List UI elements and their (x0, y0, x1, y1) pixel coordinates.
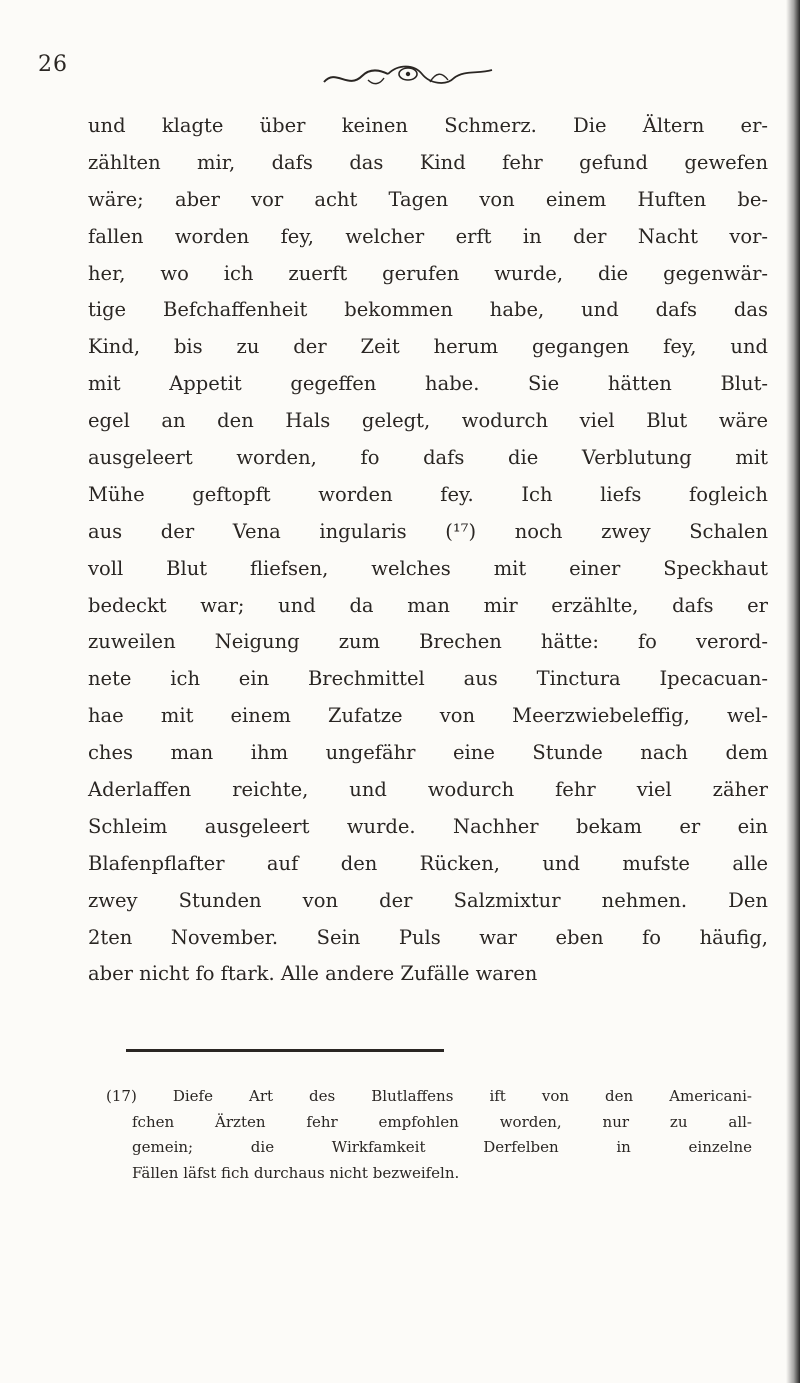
text-line: voll Blut fliefsen, welches mit einer Speckhaut (88, 556, 768, 580)
text-line: tige Befchaffenheit bekommen habe, und dafs das (88, 298, 768, 322)
footnote (106, 1084, 752, 1186)
text-line: nete ich ein Brechmittel aus Tinctura Ipecacuan- (88, 667, 768, 691)
text-line: 2ten November. Sein Puls war eben fo häufig, (88, 925, 768, 949)
footnote-line: fchen Ärzten fehr empfohlen worden, nur zu all- (132, 1112, 752, 1131)
page-edge-shadow (786, 0, 800, 1383)
text-line: Blafenpflafter auf den Rücken, und mufste alle (88, 851, 768, 875)
text-line: und klagte über keinen Schmerz. Die Ältern er- (88, 114, 768, 137)
text-line: zwey Stunden von der Salzmixtur nehmen. Den (88, 888, 768, 912)
page-number: 26 (38, 52, 68, 77)
main-text-block (88, 108, 768, 993)
footnote-separator (126, 1049, 444, 1052)
footnote-line: (17) Diefe Art des Blutlaffens ift von den Americani- (106, 1087, 752, 1105)
text-line: egel an den Hals gelegt, wodurch viel Blut wäre (88, 409, 768, 433)
text-line: aber nicht fo ftark. Alle andere Zufälle waren (88, 962, 538, 986)
text-line: her, wo ich zuerft gerufen wurde, die gegenwär- (88, 261, 768, 285)
footnote-line: Fällen läfst fich durchaus nicht bezweifeln. (132, 1163, 460, 1182)
text-line: aus der Vena ingularis (¹⁷) noch zwey Schalen (88, 519, 768, 543)
text-line: mit Appetit gegeffen habe. Sie hätten Blut- (88, 372, 768, 396)
text-line: ausgeleert worden, fo dafs die Verblutung mit (88, 446, 768, 470)
text-line: zuweilen Neigung zum Brechen hätte: fo verord- (88, 630, 768, 654)
text-line: hae mit einem Zufatze von Meerzwiebeleffig, wel- (88, 704, 768, 728)
text-line: Mühe geftopft worden fey. Ich liefs fogleich (88, 482, 768, 506)
decorative-vignette-icon (318, 60, 498, 92)
text-line: Kind, bis zu der Zeit herum gegangen fey, und (88, 335, 768, 359)
footnote-line: gemein; die Wirkfamkeit Derfelben in einzelne (132, 1138, 752, 1157)
text-line: ches man ihm ungefähr eine Stunde nach dem (88, 741, 768, 765)
text-line: wäre; aber vor acht Tagen von einem Huften be- (88, 187, 768, 211)
text-line: Aderlaffen reichte, und wodurch fehr viel zäher (88, 778, 768, 802)
text-line: fallen worden fey, welcher erft in der Nacht vor- (88, 224, 768, 248)
text-line: Schleim ausgeleert wurde. Nachher bekam er ein (88, 814, 768, 838)
text-line: zählten mir, dafs das Kind fehr gefund gewefen (88, 150, 768, 174)
text-line: bedeckt war; und da man mir erzählte, dafs er (88, 593, 768, 617)
